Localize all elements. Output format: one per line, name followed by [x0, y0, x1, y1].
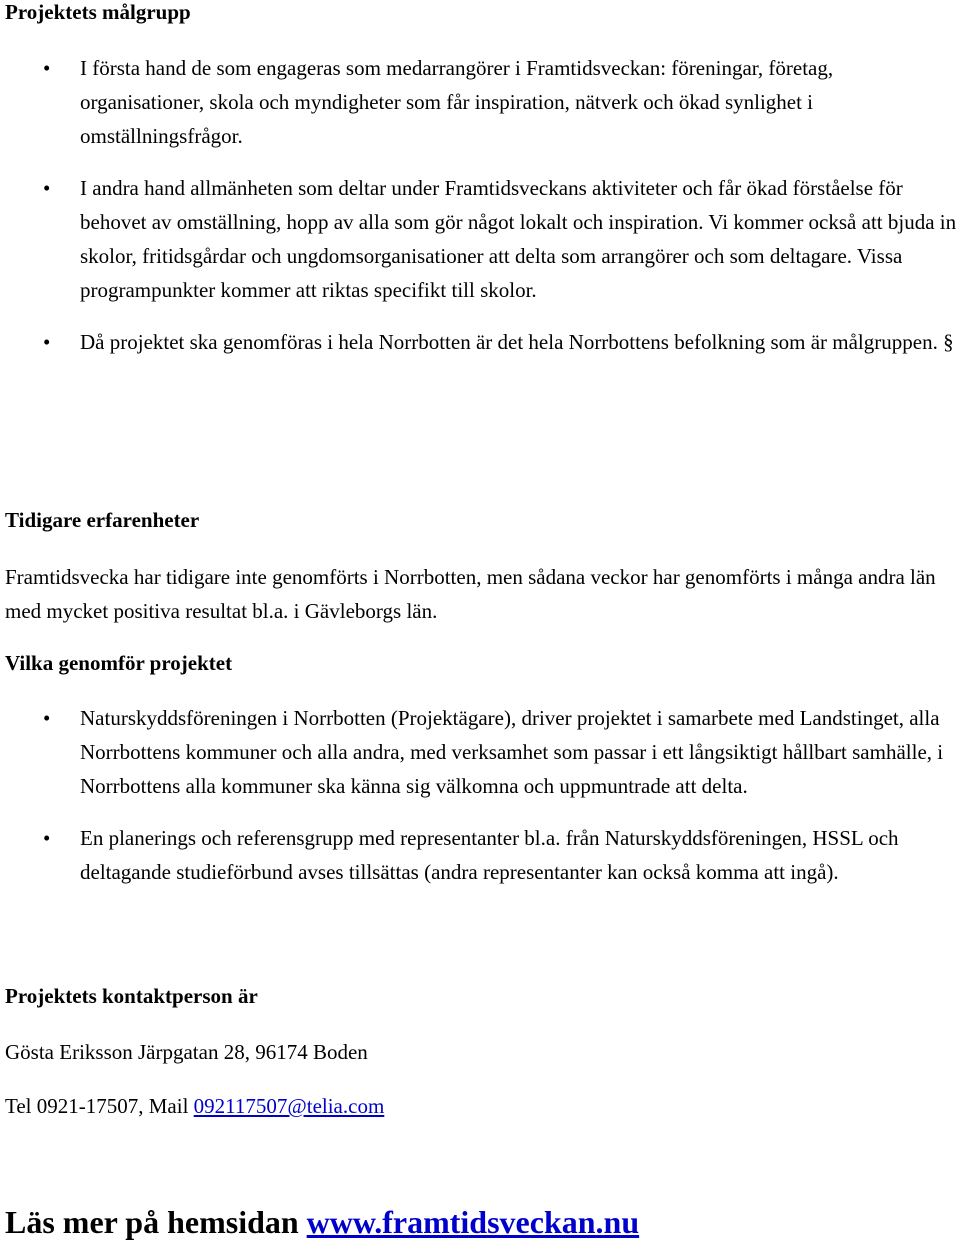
- footer-line: [5, 1203, 639, 1241]
- experience-text: Framtidsvecka har tidigare inte genomförts i Norrbotten, men sådana veckor har genomförts i många andra län med mycket positiva resultat bl.a. i Gävleborgs län.: [5, 565, 936, 623]
- bullet-icon: •: [43, 176, 51, 200]
- bullet-icon: •: [43, 826, 51, 850]
- heading-contact: Projektets kontaktperson är: [5, 984, 258, 1008]
- contact-phone: Tel 0921-17507, Mail: [5, 1094, 194, 1118]
- heading-experience: Tidigare erfarenheter: [5, 508, 200, 532]
- target-group-list: [5, 51, 960, 359]
- list-item: [5, 821, 960, 889]
- list-item: [5, 171, 960, 307]
- list-item-text: I andra hand allmänheten som deltar under Framtidsveckans aktiviteter och får ökad förståelse för behovet av omställning, hopp av alla som gör något lokalt och inspiration. Vi kommer också att bjuda in skolor, fritidsgårdar och ungdomsorganisationer att delta som arrangörer och som deltagare. Vissa programpunkter kommer att riktas specifikt till skolor.: [80, 176, 957, 302]
- list-item: [5, 701, 960, 803]
- list-item-text: Naturskyddsföreningen i Norrbotten (Projektägare), driver projektet i samarbete med Landstinget, alla Norrbottens kommuner och alla andra, med verksamhet som passar i ett långsiktigt hållbart samhälle, i Norrbottens alla kommuner ska känna sig välkomna och uppmuntrade att delta.: [80, 706, 944, 798]
- list-item: [5, 51, 960, 153]
- bullet-icon: •: [43, 706, 51, 730]
- website-link[interactable]: www.framtidsveckan.nu: [306, 1204, 640, 1240]
- bullet-icon: •: [43, 330, 51, 354]
- bullet-icon: •: [43, 56, 51, 80]
- heading-implementers: Vilka genomför projektet: [5, 651, 233, 675]
- list-item-text: En planerings och referensgrupp med representanter bl.a. från Naturskyddsföreningen, HSSL och deltagande studieförbund avses tillsättas (andra representanter kan också komma att ingå).: [80, 826, 899, 884]
- email-link[interactable]: 092117507@telia.com: [193, 1094, 385, 1118]
- footer-prefix: Läs mer på hemsidan: [5, 1204, 307, 1240]
- contact-address: Gösta Eriksson Järpgatan 28, 96174 Boden: [5, 1040, 368, 1064]
- contact-phone-line: [5, 1089, 384, 1123]
- list-item: [5, 325, 960, 359]
- list-item-text: Då projektet ska genomföras i hela Norrbotten är det hela Norrbottens befolkning som är målgruppen. §: [80, 330, 954, 354]
- list-item-text: I första hand de som engageras som medarrangörer i Framtidsveckan: föreningar, företag, organisationer, skola och myndigheter som får inspiration, nätverk och ökad synlighet i omställningsfrågor.: [80, 56, 834, 148]
- implementers-list: [5, 701, 960, 889]
- heading-target-group: Projektets målgrupp: [5, 0, 191, 24]
